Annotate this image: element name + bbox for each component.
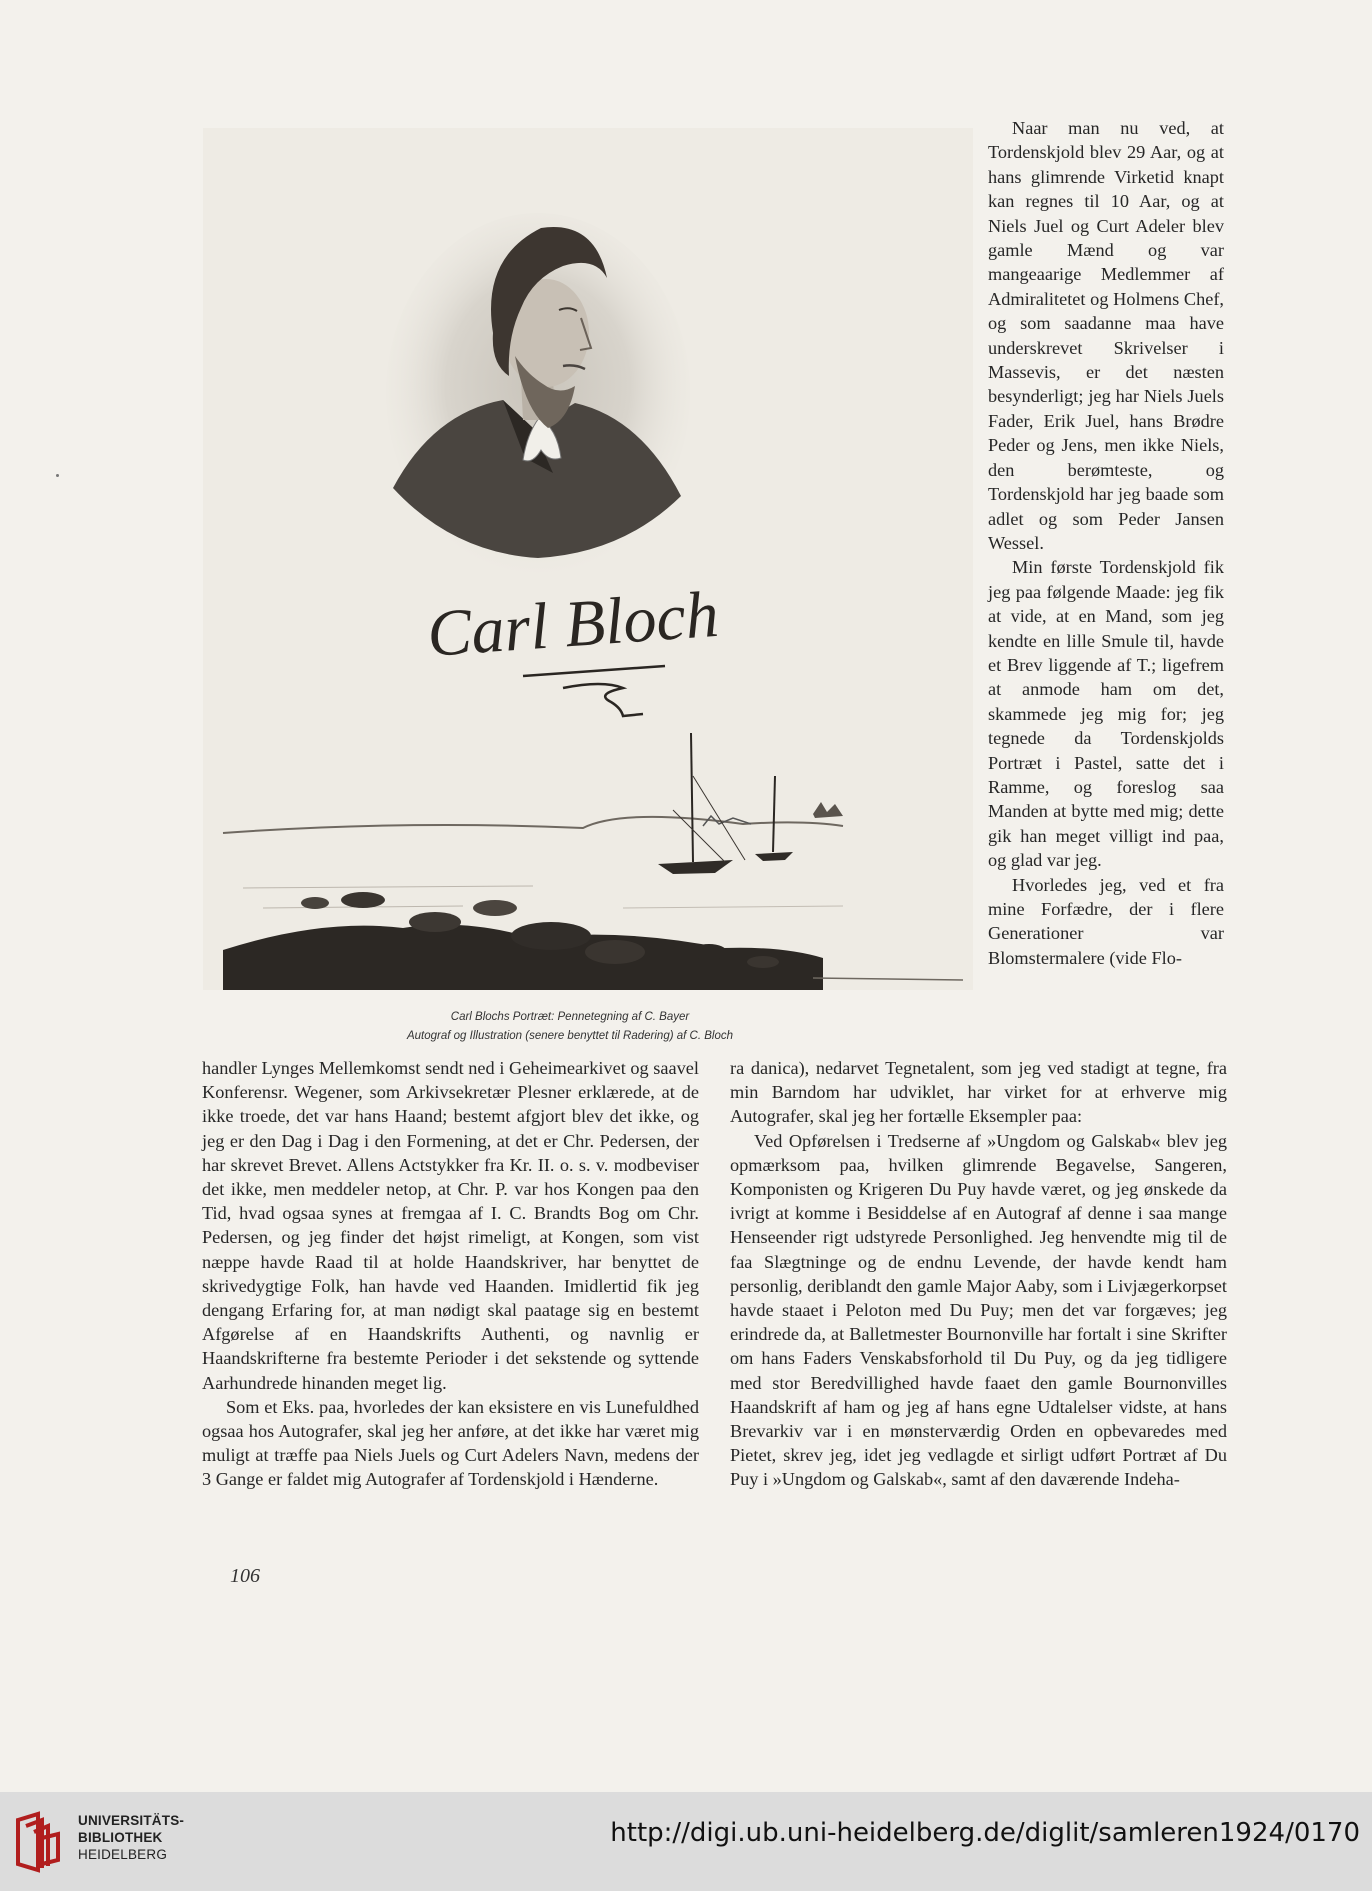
library-logo-icon [12, 1810, 70, 1874]
paragraph: Naar man nu ved, at Tordenskjold blev 29 Aar, og at hans glimrende Virketid knapt kan regnes til 10 Aar, og at Niels Juel og Curt Adeler blev gamle Mænd og var mangeaarige Medlemmer af Admiralitetet og Holmens Chef, og som saadanne maa have underskrevet Skrivelser i Massevis, er det næsten besynderligt; jeg har Niels Juels Fader, Erik Juel, hans Brødre Peder og Jens, men ikke Niels, den berømteste, og Tordenskjold har jeg baade som adlet og som Peder Jansen Wessel. [988, 118, 1224, 553]
source-url-link[interactable]: http://digi.ub.uni-heidelberg.de/diglit/samleren1924/0170 [610, 1818, 1360, 1848]
paragraph: ra danica), nedarvet Tegnetalent, som jeg ved stadigt at tegne, fra min Barndom har udviklet, har virket for at erhverve mig Autografer, skal jeg her fortælle Eksempler paa: [730, 1058, 1227, 1127]
illustration-figure [203, 128, 973, 990]
paragraph: Hvorledes jeg, ved et fra mine Forfædre, der i flere Generationer var Blomstermalere (vide Flo- [988, 874, 1224, 968]
paragraph: Som et Eks. paa, hvorledes der kan eksistere en vis Lunefuldhed ogsaa hos Autografer, skal jeg her anføre, at det ikke har været mig muligt at træffe paa Niels Juels og Curt Adelers Navn, medens der 3 Gange er faldet mig Autografer af Tordenskjold i Hænderne. [202, 1396, 699, 1490]
portrait-vignette [386, 213, 690, 573]
portrait-and-seascape-drawing [203, 128, 973, 990]
seascape [223, 733, 963, 990]
library-name-line: UNIVERSITÄTS- [78, 1813, 185, 1828]
signature [425, 578, 721, 716]
page-number: 106 [230, 1565, 260, 1587]
right-text-column [730, 1056, 1227, 1492]
caption-line-portrait: Carl Blochs Portræt: Pennetegning af C. Bayer [450, 1011, 690, 1023]
paragraph: handler Lynges Mellemkomst sendt ned i Geheimearkivet og saavel Konferensr. Wegener, som Arkivsekretær Plesner erklærede, at de ikke troede, det var hans Haand; bestemt afgjort blev det ikke, og jeg er den Dag i Dag i den Formening, at det er Chr. Pedersen, der har skrevet Brevet. Allens Actstykker fra Kr. II. o. s. v. modbeviser det ikke, men meddeler netop, at Chr. P. var hos Kongen paa den Tid, hvad ogsaa synes at fremgaa af I. C. Brandts Bog om Chr. Pedersen, og jeg finder det højst rimeligt, at Kongen, som vist næppe havde Raad til at holde Haandskriver, har benyttet de skrivedygtige Folk, han havde ved Haanden. Imidlertid fik jeg dengang Erfaring for, at man nødigt skal paatage sig en bestemt Afgørelse af en Haandskrifts Authenti, og navnlig er Haandskrifterne fra bestemte Perioder i det sekstende og syttende Aarhundrede hinanden meget lig. [202, 1058, 699, 1393]
signature-text: Carl Bloch [424, 577, 721, 671]
paragraph: Min første Tordenskjold fik jeg paa følgende Maade: jeg fik at vide, at en Mand, som jeg kendte en lille Smule til, havde et Brev liggende af T.; ligefrem at anmode ham om det, skammede jeg mig for; jeg tegnede da Tordenskjolds Portræt i Pastel, satte det i Ramme, og foreslog saa Manden at bytte med mig; dette gik han meget villigt ind paa, og glad var jeg. [988, 557, 1224, 871]
left-text-column [202, 1056, 699, 1492]
caption-line-autograph: Autograf og Illustration (senere benyttet til Radering) af C. Bloch [406, 1030, 733, 1042]
figure-caption [300, 1008, 840, 1046]
library-name [78, 1812, 184, 1863]
library-name-line: BIBLIOTHEK [78, 1830, 163, 1845]
library-name-line: HEIDELBERG [78, 1847, 168, 1862]
narrow-text-column [988, 116, 1224, 970]
scan-speck [56, 474, 59, 477]
paragraph: Ved Opførelsen i Tredserne af »Ungdom og Galskab« blev jeg opmærksom paa, hvilken glimrende Begavelse, Sangeren, Komponisten og Krigeren Du Puy havde været, og jeg ønskede da ivrigt at komme i Besiddelse af en Autograf af denne i saa mange Henseender rigt udstyrede Personlighed. Jeg henvendte mig til de faa Slægtninge og de endnu Levende, der havde kendt ham personlig, deriblandt den gamle Major Aaby, som i Livjægerkorpset havde staaet i Peloton med Du Puy; men det var forgæves; jeg erindrede da, at Balletmester Bournonville har fortalt i sine Skrifter om hans Faders Venskabsforhold til Du Puy, og da jeg tidligere med stor Beredvillighed havde faaet den gamle Bournonvilles Haandskrift af ham og jeg af hans egne Udtalelser vidste, at hans Brevarkiv var i en mønsterværdig Orden en opbevaredes med Pietet, skrev jeg, idet jeg vedlagde et sirligt udført Portræt af Du Puy i »Ungdom og Galskab«, samt af den daværende Indeha- [730, 1130, 1227, 1490]
